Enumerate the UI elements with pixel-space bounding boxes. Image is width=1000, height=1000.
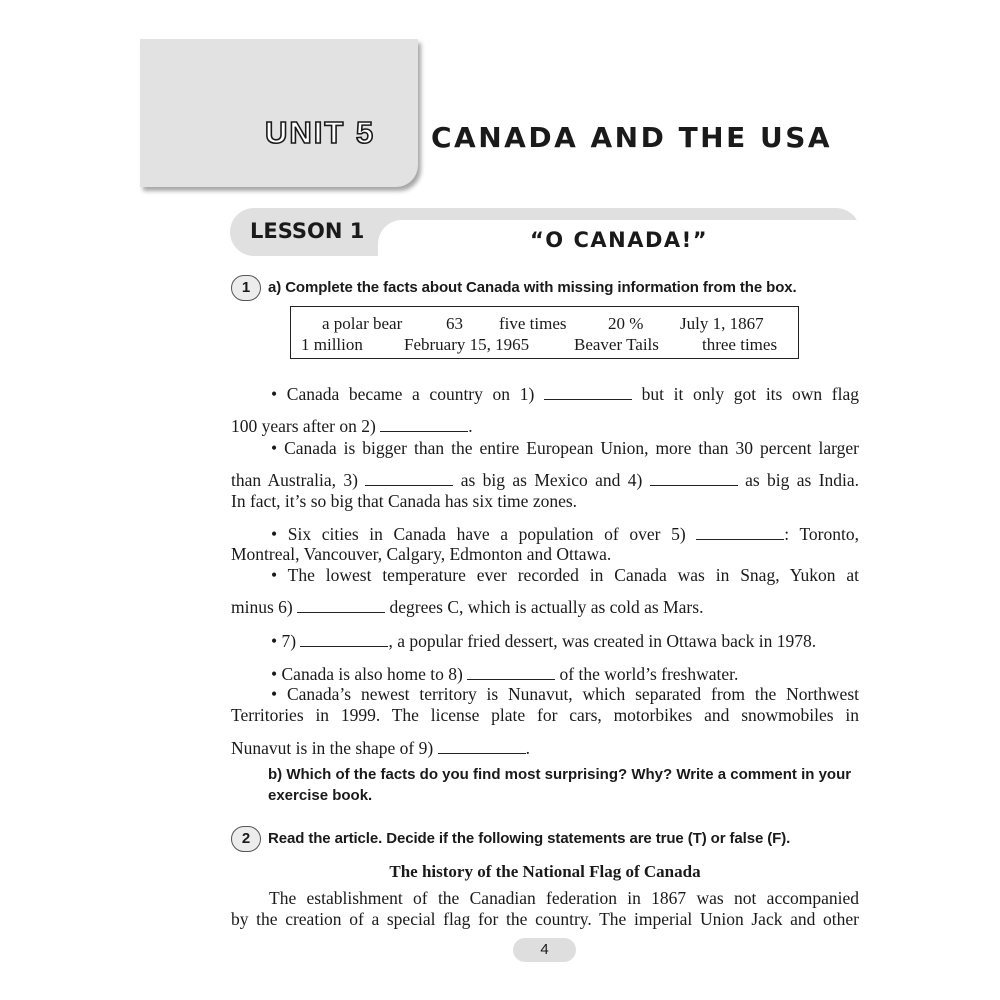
blank-2[interactable] bbox=[380, 418, 468, 432]
exercise-2-number: 2 bbox=[231, 826, 261, 852]
page-number: 4 bbox=[513, 938, 576, 962]
fact-7-line-1: • Canada’s newest territory is Nunavut, which separated from the Northwest bbox=[271, 684, 859, 704]
exercise-1-number: 1 bbox=[231, 275, 261, 301]
fact-2-line-1: • Canada is bigger than the entire European Union, more than 30 percent larger bbox=[271, 438, 859, 458]
exercise-1b-instruction: b) Which of the facts do you find most surprising? Why? Write a comment in your exercise book. bbox=[268, 766, 852, 804]
unit-title: CANADA AND THE USA bbox=[431, 121, 833, 154]
word-box-item: July 1, 1867 bbox=[680, 314, 764, 333]
unit-label: UNIT 5 bbox=[265, 115, 376, 150]
lesson-title: “O CANADA!” bbox=[529, 228, 709, 252]
word-box-item: a polar bear bbox=[322, 314, 403, 333]
word-box-item: February 15, 1965 bbox=[404, 335, 530, 354]
blank-9[interactable] bbox=[438, 740, 526, 754]
blank-5[interactable] bbox=[696, 526, 784, 540]
article-line-2: by the creation of a special flag for the country. The imperial Union Jack and other bbox=[231, 909, 859, 929]
word-box bbox=[290, 306, 799, 359]
exercise-2-instruction: Read the article. Decide if the following statements are true (T) or false (F). bbox=[268, 830, 791, 847]
fact-1-line-1: • Canada became a country on 1) but it only got its own flag bbox=[271, 384, 860, 404]
word-box-item: 20 % bbox=[608, 314, 644, 333]
blank-4[interactable] bbox=[650, 472, 738, 486]
fact-1-line-2: 100 years after on 2) . bbox=[231, 416, 473, 436]
fact-4-line-2: minus 6) degrees C, which is actually as cold as Mars. bbox=[231, 597, 704, 617]
article-line-1: The establishment of the Canadian federation in 1867 was not accompanied bbox=[269, 888, 859, 908]
word-box-item: five times bbox=[499, 314, 567, 333]
fact-4-line-1: • The lowest temperature ever recorded in Canada was in Snag, Yukon at bbox=[271, 565, 859, 585]
word-box-item: 63 bbox=[446, 314, 463, 333]
word-box-item: Beaver Tails bbox=[574, 335, 659, 354]
fact-2-line-3: In fact, it’s so big that Canada has six time zones. bbox=[231, 491, 578, 511]
fact-7-line-3: Nunavut is in the shape of 9) . bbox=[231, 738, 530, 758]
blank-6[interactable] bbox=[297, 599, 385, 613]
article-title: The history of the National Flag of Canada bbox=[389, 862, 701, 881]
lesson-label: LESSON 1 bbox=[250, 219, 365, 243]
fact-3-line-2: Montreal, Vancouver, Calgary, Edmonton and Ottawa. bbox=[231, 544, 612, 564]
fact-7-line-2: Territories in 1999. The license plate for cars, motorbikes and snowmobiles in bbox=[231, 705, 859, 725]
blank-1[interactable] bbox=[544, 386, 632, 400]
fact-6-line-1: • Canada is also home to 8) of the world’s freshwater. bbox=[271, 664, 739, 684]
blank-3[interactable] bbox=[365, 472, 453, 486]
unit-header-box bbox=[140, 39, 418, 187]
fact-5-line-1: • 7) , a popular fried dessert, was created in Ottawa back in 1978. bbox=[271, 631, 817, 651]
word-box-item: 1 million bbox=[301, 335, 363, 354]
blank-8[interactable] bbox=[467, 666, 555, 680]
word-box-item: three times bbox=[702, 335, 778, 354]
fact-2-line-2: than Australia, 3) as big as Mexico and 4) as big as India. bbox=[231, 470, 860, 490]
exercise-1a-instruction: a) Complete the facts about Canada with missing information from the box. bbox=[268, 279, 797, 296]
fact-3-line-1: • Six cities in Canada have a population of over 5) : Toronto, bbox=[271, 524, 859, 544]
blank-7[interactable] bbox=[300, 633, 388, 647]
